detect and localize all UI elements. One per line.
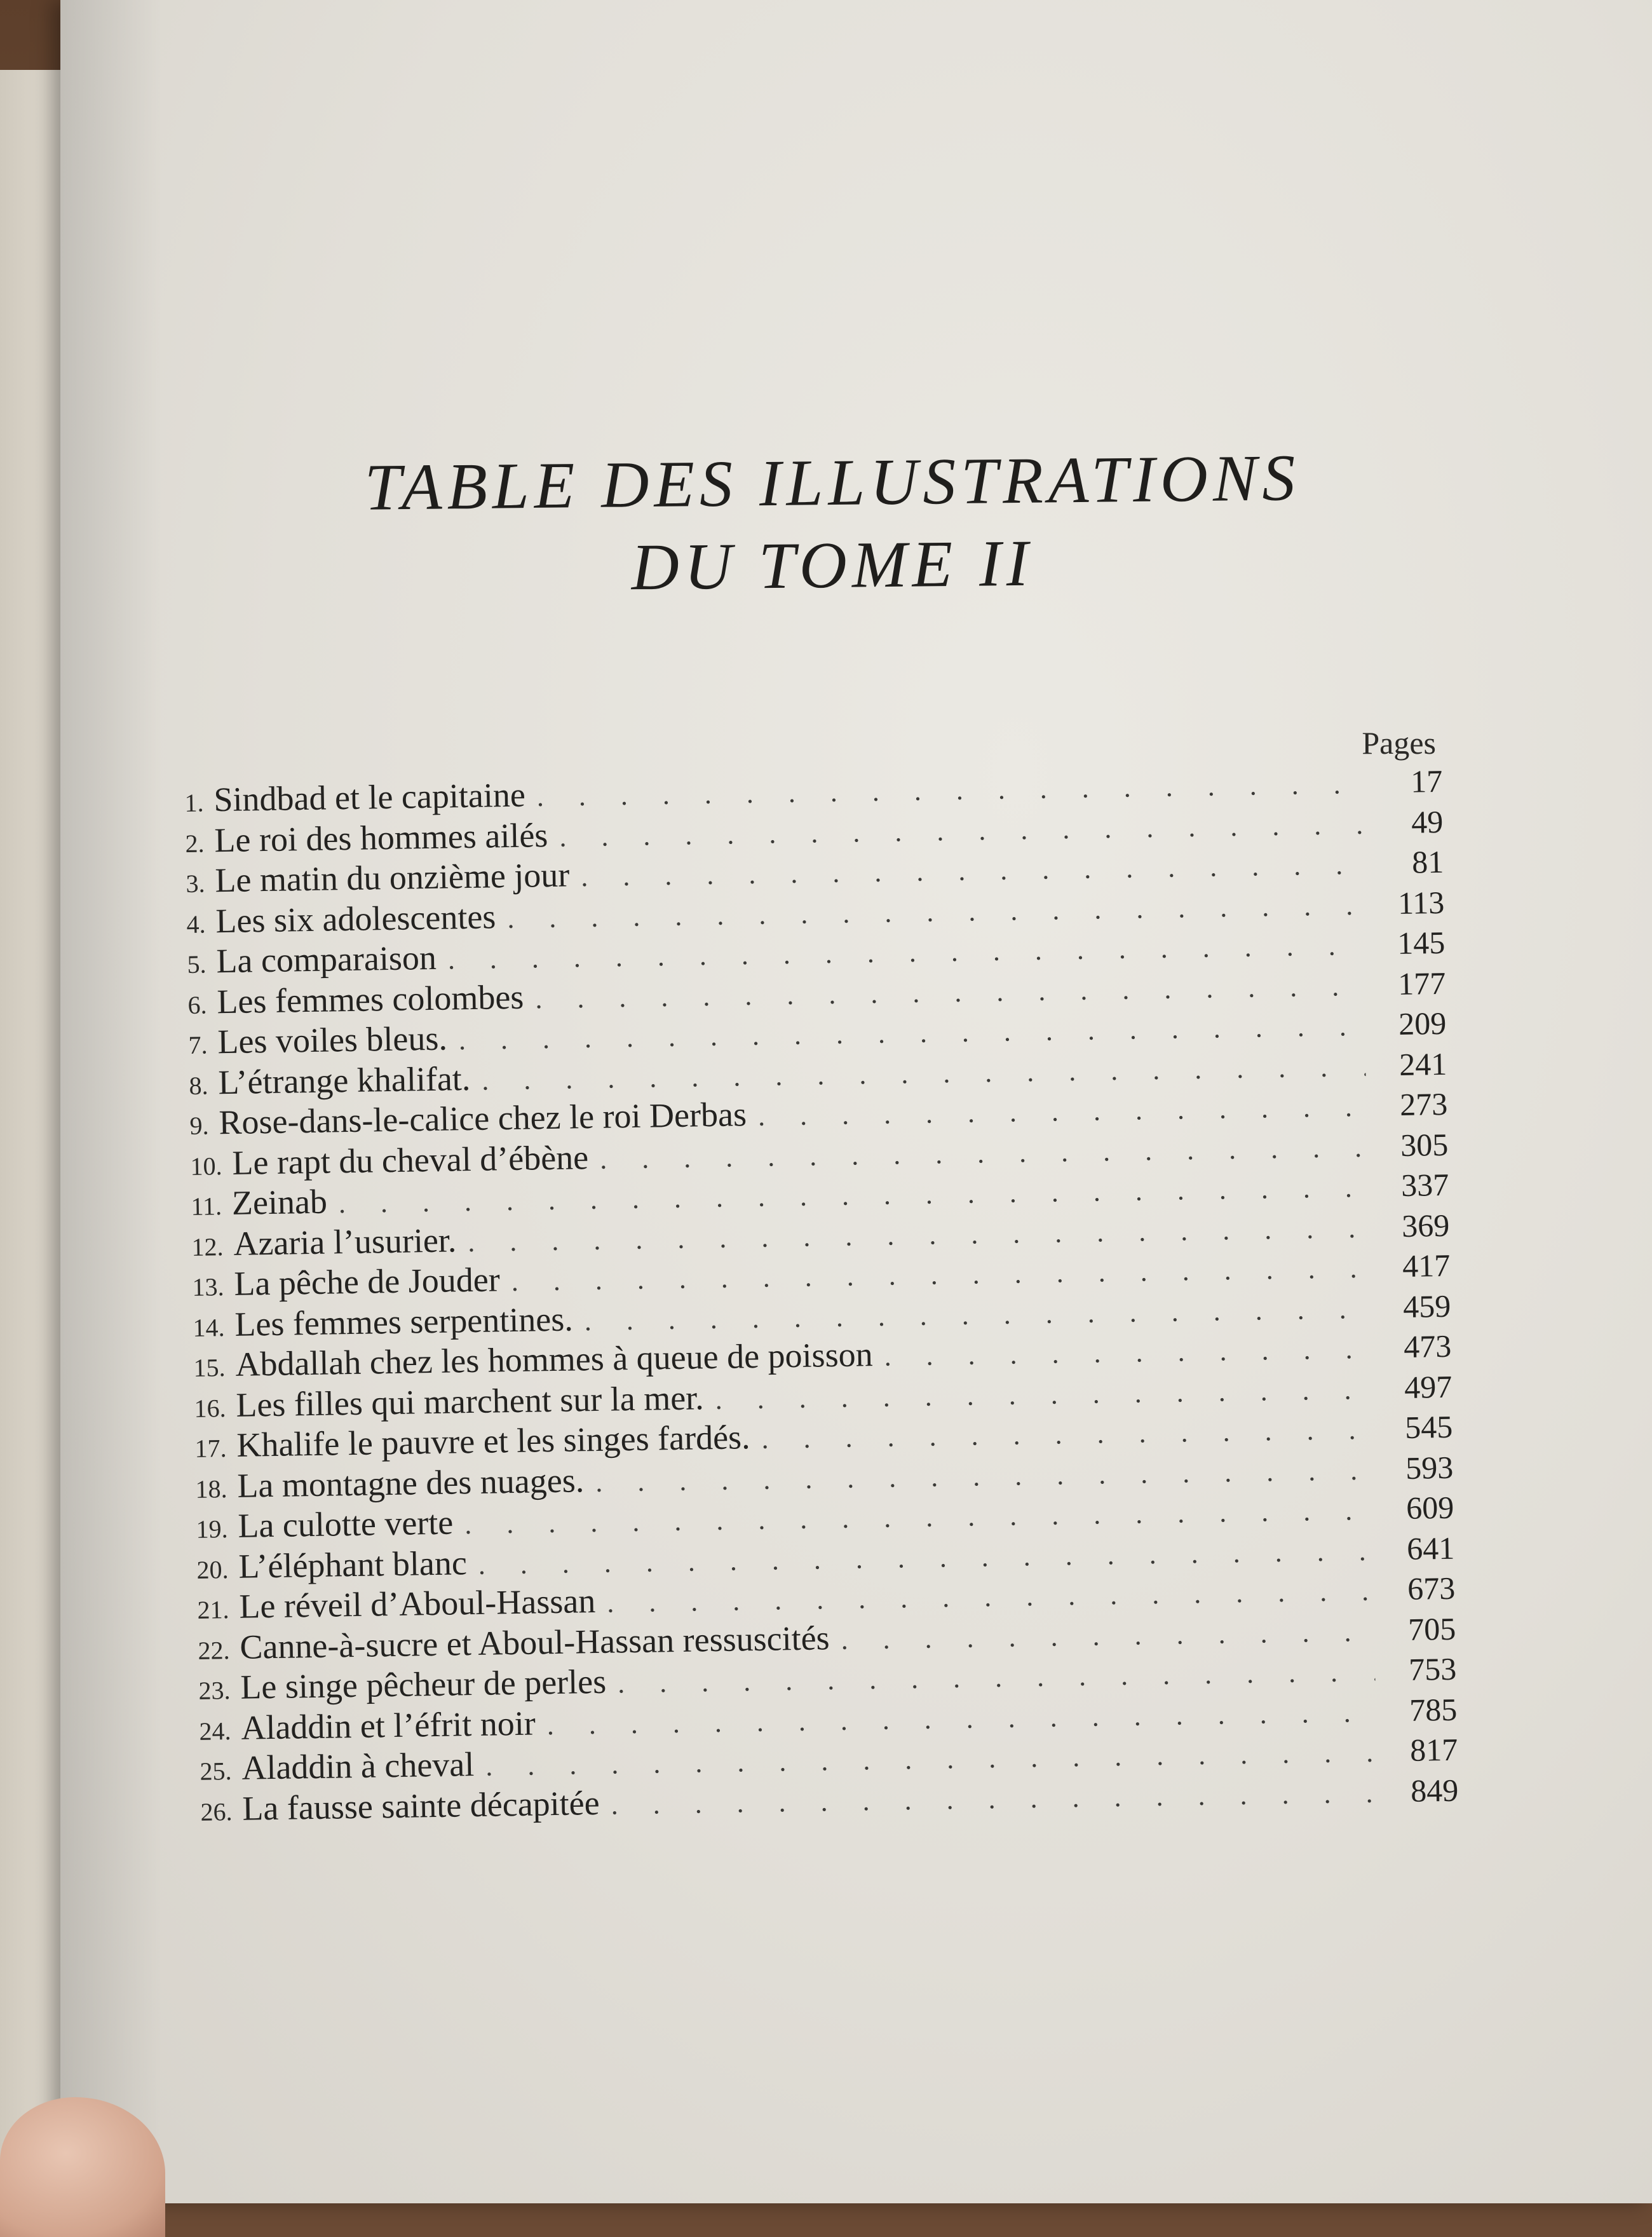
toc-entry-number: 3. xyxy=(186,869,205,898)
toc-entry-page: 705 xyxy=(1407,1610,1456,1647)
toc-entry-title: Les femmes serpentines. xyxy=(234,1299,574,1343)
page-title-line-2: DU TOME II xyxy=(631,526,1034,604)
toc-entry-title: Khalife le pauvre et les singes fardés. xyxy=(236,1418,750,1464)
dot-leader xyxy=(884,1333,1370,1373)
toc-entry-number: 26. xyxy=(200,1797,233,1826)
toc-entry-number: 23. xyxy=(198,1676,231,1705)
toc-entry-number: 14. xyxy=(193,1312,225,1342)
toc-entry-number: 13. xyxy=(192,1272,224,1302)
toc-entry-page: 417 xyxy=(1402,1247,1451,1284)
toc-entry-page: 545 xyxy=(1404,1408,1453,1445)
toc-entry-page: 641 xyxy=(1406,1530,1455,1567)
toc-entry-title: Azaria l’usurier. xyxy=(233,1220,457,1263)
toc-entry-number: 24. xyxy=(199,1716,231,1746)
toc-entry-page: 473 xyxy=(1403,1328,1452,1364)
toc-entry-number: 17. xyxy=(194,1434,227,1463)
toc-entry-number: 20. xyxy=(196,1554,229,1584)
toc-entry-number: 6. xyxy=(187,989,207,1019)
dot-leader xyxy=(841,1615,1374,1656)
toc-entry-title: Le réveil d’Aboul-Hassan xyxy=(238,1581,596,1626)
toc-entry-number: 7. xyxy=(188,1030,208,1059)
toc-entry-page: 609 xyxy=(1405,1489,1454,1526)
toc-entry-page: 177 xyxy=(1397,965,1446,1002)
toc-entry-title: Les filles qui marchent sur la mer. xyxy=(235,1378,705,1424)
toc-entry-number: 11. xyxy=(191,1192,222,1221)
toc-entry-title: L’éléphant blanc xyxy=(238,1543,468,1586)
toc-entry-title: La pêche de Jouder xyxy=(233,1260,501,1303)
toc-entry-page: 241 xyxy=(1398,1045,1447,1082)
toc-entry-number: 25. xyxy=(200,1757,232,1786)
toc-entry-page: 459 xyxy=(1402,1288,1451,1324)
toc-entry-title: Les femmes colombes xyxy=(216,977,524,1021)
toc-entry-title: Aladdin à cheval xyxy=(241,1745,475,1787)
toc-entry-title: Les voiles bleus. xyxy=(217,1019,448,1061)
toc-entry-title: La fausse sainte décapitée xyxy=(241,1783,600,1828)
toc-entry-title: La comparaison xyxy=(215,938,437,981)
toc-entry-number: 18. xyxy=(195,1474,227,1504)
toc-entry-number: 16. xyxy=(194,1393,226,1423)
toc-entry-page: 593 xyxy=(1405,1449,1454,1486)
toc-entry-page: 305 xyxy=(1400,1126,1449,1163)
toc-entry-number: 5. xyxy=(187,949,207,979)
toc-entry-title: Le rapt du cheval d’ébène xyxy=(231,1138,589,1182)
toc-entry-page: 369 xyxy=(1401,1207,1450,1244)
toc-entry-page: 673 xyxy=(1407,1570,1456,1607)
toc-entry-title: Aladdin et l’éfrit noir xyxy=(240,1704,536,1747)
toc-entry-number: 19. xyxy=(196,1514,228,1544)
toc-entry-title: Rose-dans-le-calice chez le roi Derbas xyxy=(218,1095,747,1142)
toc-entry-page: 497 xyxy=(1404,1368,1452,1405)
toc-entry-title: Les six adolescentes xyxy=(215,897,496,940)
toc-entry-title: Sindbad et le capitaine xyxy=(213,775,526,819)
toc-entry-number: 1. xyxy=(184,788,204,817)
toc-entry-page: 209 xyxy=(1398,1005,1447,1042)
toc-entry-title: Zeinab xyxy=(231,1182,328,1222)
toc-entry-number: 12. xyxy=(191,1232,224,1261)
toc-entry-page: 753 xyxy=(1408,1650,1457,1687)
toc-entry-page: 17 xyxy=(1410,763,1443,799)
toc-entry-title: Canne-à-sucre et Aboul-Hassan ressuscités xyxy=(239,1618,830,1666)
toc-entry-page: 273 xyxy=(1399,1085,1448,1123)
toc-entry-page: 337 xyxy=(1400,1166,1449,1203)
toc-entry-page: 113 xyxy=(1397,884,1445,921)
toc-entry-page: 49 xyxy=(1411,803,1444,840)
toc-entry-page: 817 xyxy=(1409,1731,1458,1768)
toc-entry-number: 9. xyxy=(189,1111,209,1140)
toc-entry-number: 21. xyxy=(197,1595,229,1624)
toc-entry-page: 81 xyxy=(1411,843,1444,880)
toc-entry-number: 4. xyxy=(186,909,206,939)
toc-entry-number: 22. xyxy=(198,1635,230,1665)
toc-entry-title: La montagne des nuages. xyxy=(236,1460,585,1505)
toc-entry-title: L’étrange khalifat. xyxy=(217,1059,471,1101)
toc-entry-page: 145 xyxy=(1397,924,1446,962)
toc-entry-number: 2. xyxy=(185,829,205,858)
toc-entry-title: Le roi des hommes ailés xyxy=(214,815,548,859)
toc-entry-number: 8. xyxy=(189,1070,208,1100)
toc-entry-title: Le singe pêcheur de perles xyxy=(240,1662,607,1706)
toc-entry-page: 785 xyxy=(1409,1691,1458,1728)
toc-entry-page: 849 xyxy=(1410,1772,1459,1809)
table-of-illustrations xyxy=(184,761,1459,1830)
page-title-line-1: TABLE DES ILLUSTRATIONS xyxy=(364,441,1301,524)
toc-entry-title: La culotte verte xyxy=(237,1503,454,1545)
toc-entry-number: 15. xyxy=(193,1353,226,1382)
toc-entry-title: Le matin du onzième jour xyxy=(215,855,570,900)
toc-entry-title: Abdallah chez les hommes à queue de poisson xyxy=(234,1335,874,1384)
toc-entry-number: 10. xyxy=(190,1151,222,1181)
pages-column-header: Pages xyxy=(1362,725,1436,761)
